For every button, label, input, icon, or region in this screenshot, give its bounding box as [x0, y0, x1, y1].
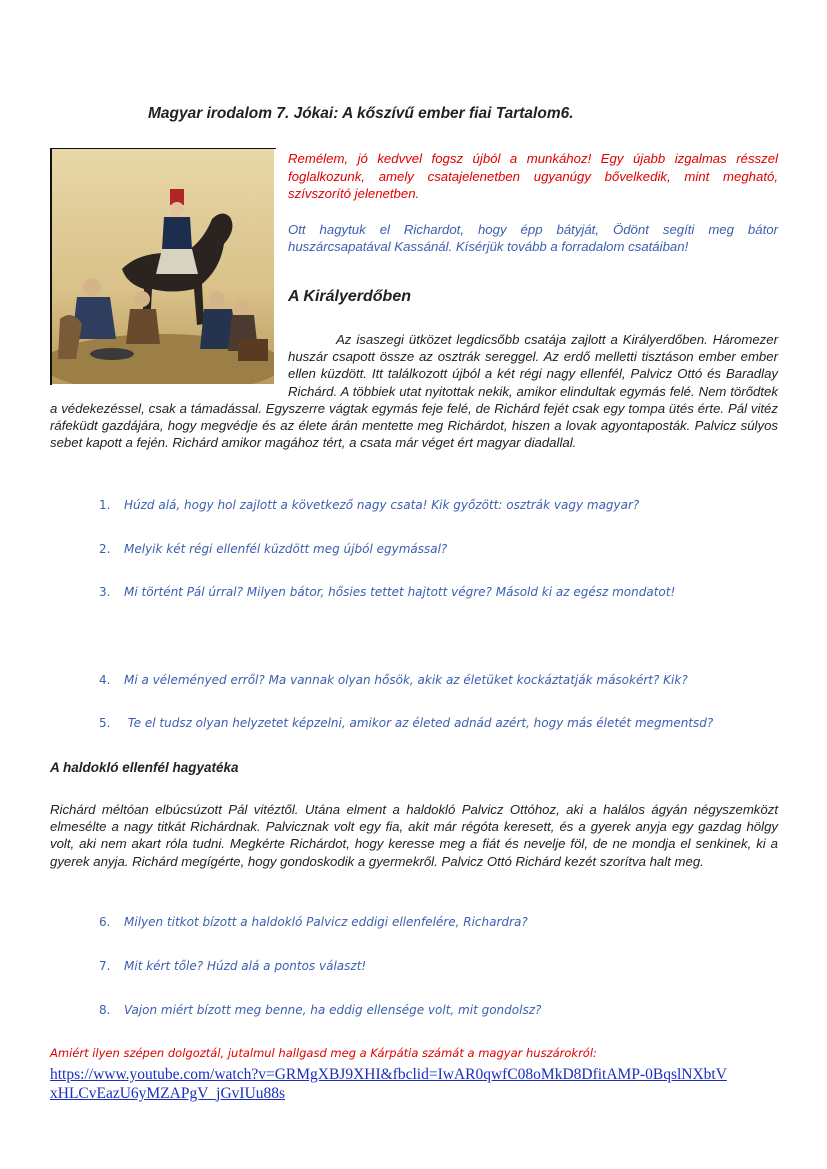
question-text: Húzd alá, hogy hol zajlott a következő nagy csata! Kik győzött: osztrák vagy magyar? — [124, 498, 640, 512]
question-number: 8. — [99, 1003, 111, 1017]
question-number: 5. — [99, 716, 111, 730]
text-wrap-spacer — [50, 331, 288, 383]
question-text: Mit kért tőle? Húzd alá a pontos választ! — [124, 959, 367, 973]
question-8 — [99, 1003, 541, 1017]
question-text: Vajon miért bízott meg benne, ha eddig ellensége volt, mit gondolsz? — [124, 1003, 542, 1017]
question-number: 1. — [99, 498, 111, 512]
section1-paragraph — [50, 331, 778, 451]
question-2 — [99, 542, 447, 556]
question-number: 7. — [99, 959, 111, 973]
question-text: Mi történt Pál úrral? Milyen bátor, hősies tettet hajtott végre? Másold ki az egész mondatot! — [124, 585, 676, 599]
question-number: 2. — [99, 542, 111, 556]
question-6 — [99, 915, 528, 929]
section2-paragraph — [50, 801, 778, 870]
question-3 — [99, 585, 675, 599]
question-text: Te el tudsz olyan helyzetet képzelni, amikor az életed adnád azért, hogy más életét megmentsd? — [124, 716, 714, 730]
question-number: 3. — [99, 585, 111, 599]
question-1 — [99, 498, 639, 512]
section-heading-kiralyerdo: A Királyerdőben — [288, 288, 411, 305]
section1-text: Az isaszegi ütközet legdicsőbb csatája zajlott a Királyerdőben. Háromezer huszár csapott össze az osztrák sereggel. Az erdő melletti tisztáson ember ember ellen küzdött. Itt találkozott újból a két régi nagy ellenfél, Palvicz Ottó és Baradlay Richárd. A többiek utat nyitottak nekik, amikor elindultak egymás felé. Nem törődtek a védekezéssel, csak a támadással. Egyszerre vágtak egymás feje felé, de Richárd fejét csak egy tompa ütés érte. Pál vitéz ráfeküdt gazdájára, hogy megvédje és az élete árán mentette meg Richárdot, hiszen a lovak agyontaposták. Palvicz súlyos sebet kapott a fején. Richárd amikor magához tért, a csata már véget ért magyar diadallal. — [50, 332, 778, 451]
page-title: Magyar irodalom 7. Jókai: A kőszívű ember fiai Tartalom6. — [148, 105, 574, 122]
intro-red-paragraph: Remélem, jó kedvvel fogsz újból a munkához! Egy újabb izgalmas résszel foglalkozunk, amely csatajelenetben ugyanúgy bővelkedik, mint megható, szívszorító jelenetben. — [288, 151, 778, 201]
question-number: 4. — [99, 673, 111, 687]
section-heading-hagyatek: A haldokló ellenfél hagyatéka — [50, 760, 239, 775]
question-5 — [99, 716, 713, 730]
question-number: 6. — [99, 915, 111, 929]
question-4 — [99, 673, 688, 687]
question-7 — [99, 959, 366, 973]
intro-blue-paragraph: Ott hagytuk el Richardot, hogy épp bátyját, Ödönt segíti meg bátor huszárcsapatával Kassánál. Kísérjük tovább a forradalom csatáiban! — [288, 221, 778, 254]
youtube-link[interactable]: https://www.youtube.com/watch?v=GRMgXBJ9XHI&fbclid=IwAR0qwfC08oMkD8DfitAMP-0BqslNXbtVxHLCvEazU6yMZAPgV_jGvIUu88s — [50, 1066, 727, 1102]
question-text: Melyik két régi ellenfél küzdött meg újból egymással? — [124, 542, 448, 556]
question-text: Milyen titkot bízott a haldokló Palvicz eddigi ellenfelére, Richardra? — [124, 915, 528, 929]
section2-text: Richárd méltóan elbúcsúzott Pál vitéztől. Utána elment a haldokló Palvicz Ottóhoz, aki a halálos ágyán négyszemközt elmesélte a nagy titkát Richárdnak. Palvicznak volt egy fia, akit már régóta keresett, és a gyerek anyja egy gazdag hölgy volt, aki nem akart róla tudni. Megkérte Richárdot, hogy keresse meg a fiát és nevelje föl, de ne mondja el senkinek, ki a gyerek anyja. Richárd megígérte, hogy gondoskodik a gyermekről. Palvicz Ottó Richárd kezét szorítva halt meg. — [50, 802, 778, 869]
intro-block — [288, 150, 778, 256]
reward-text: Amiért ilyen szépen dolgoztál, jutalmul hallgasd meg a Kárpátia számát a magyar huszárokról: — [50, 1046, 597, 1060]
question-text: Mi a véleményed erről? Ma vannak olyan hősök, akik az életüket kockáztatják másokért? Kik? — [124, 673, 688, 687]
